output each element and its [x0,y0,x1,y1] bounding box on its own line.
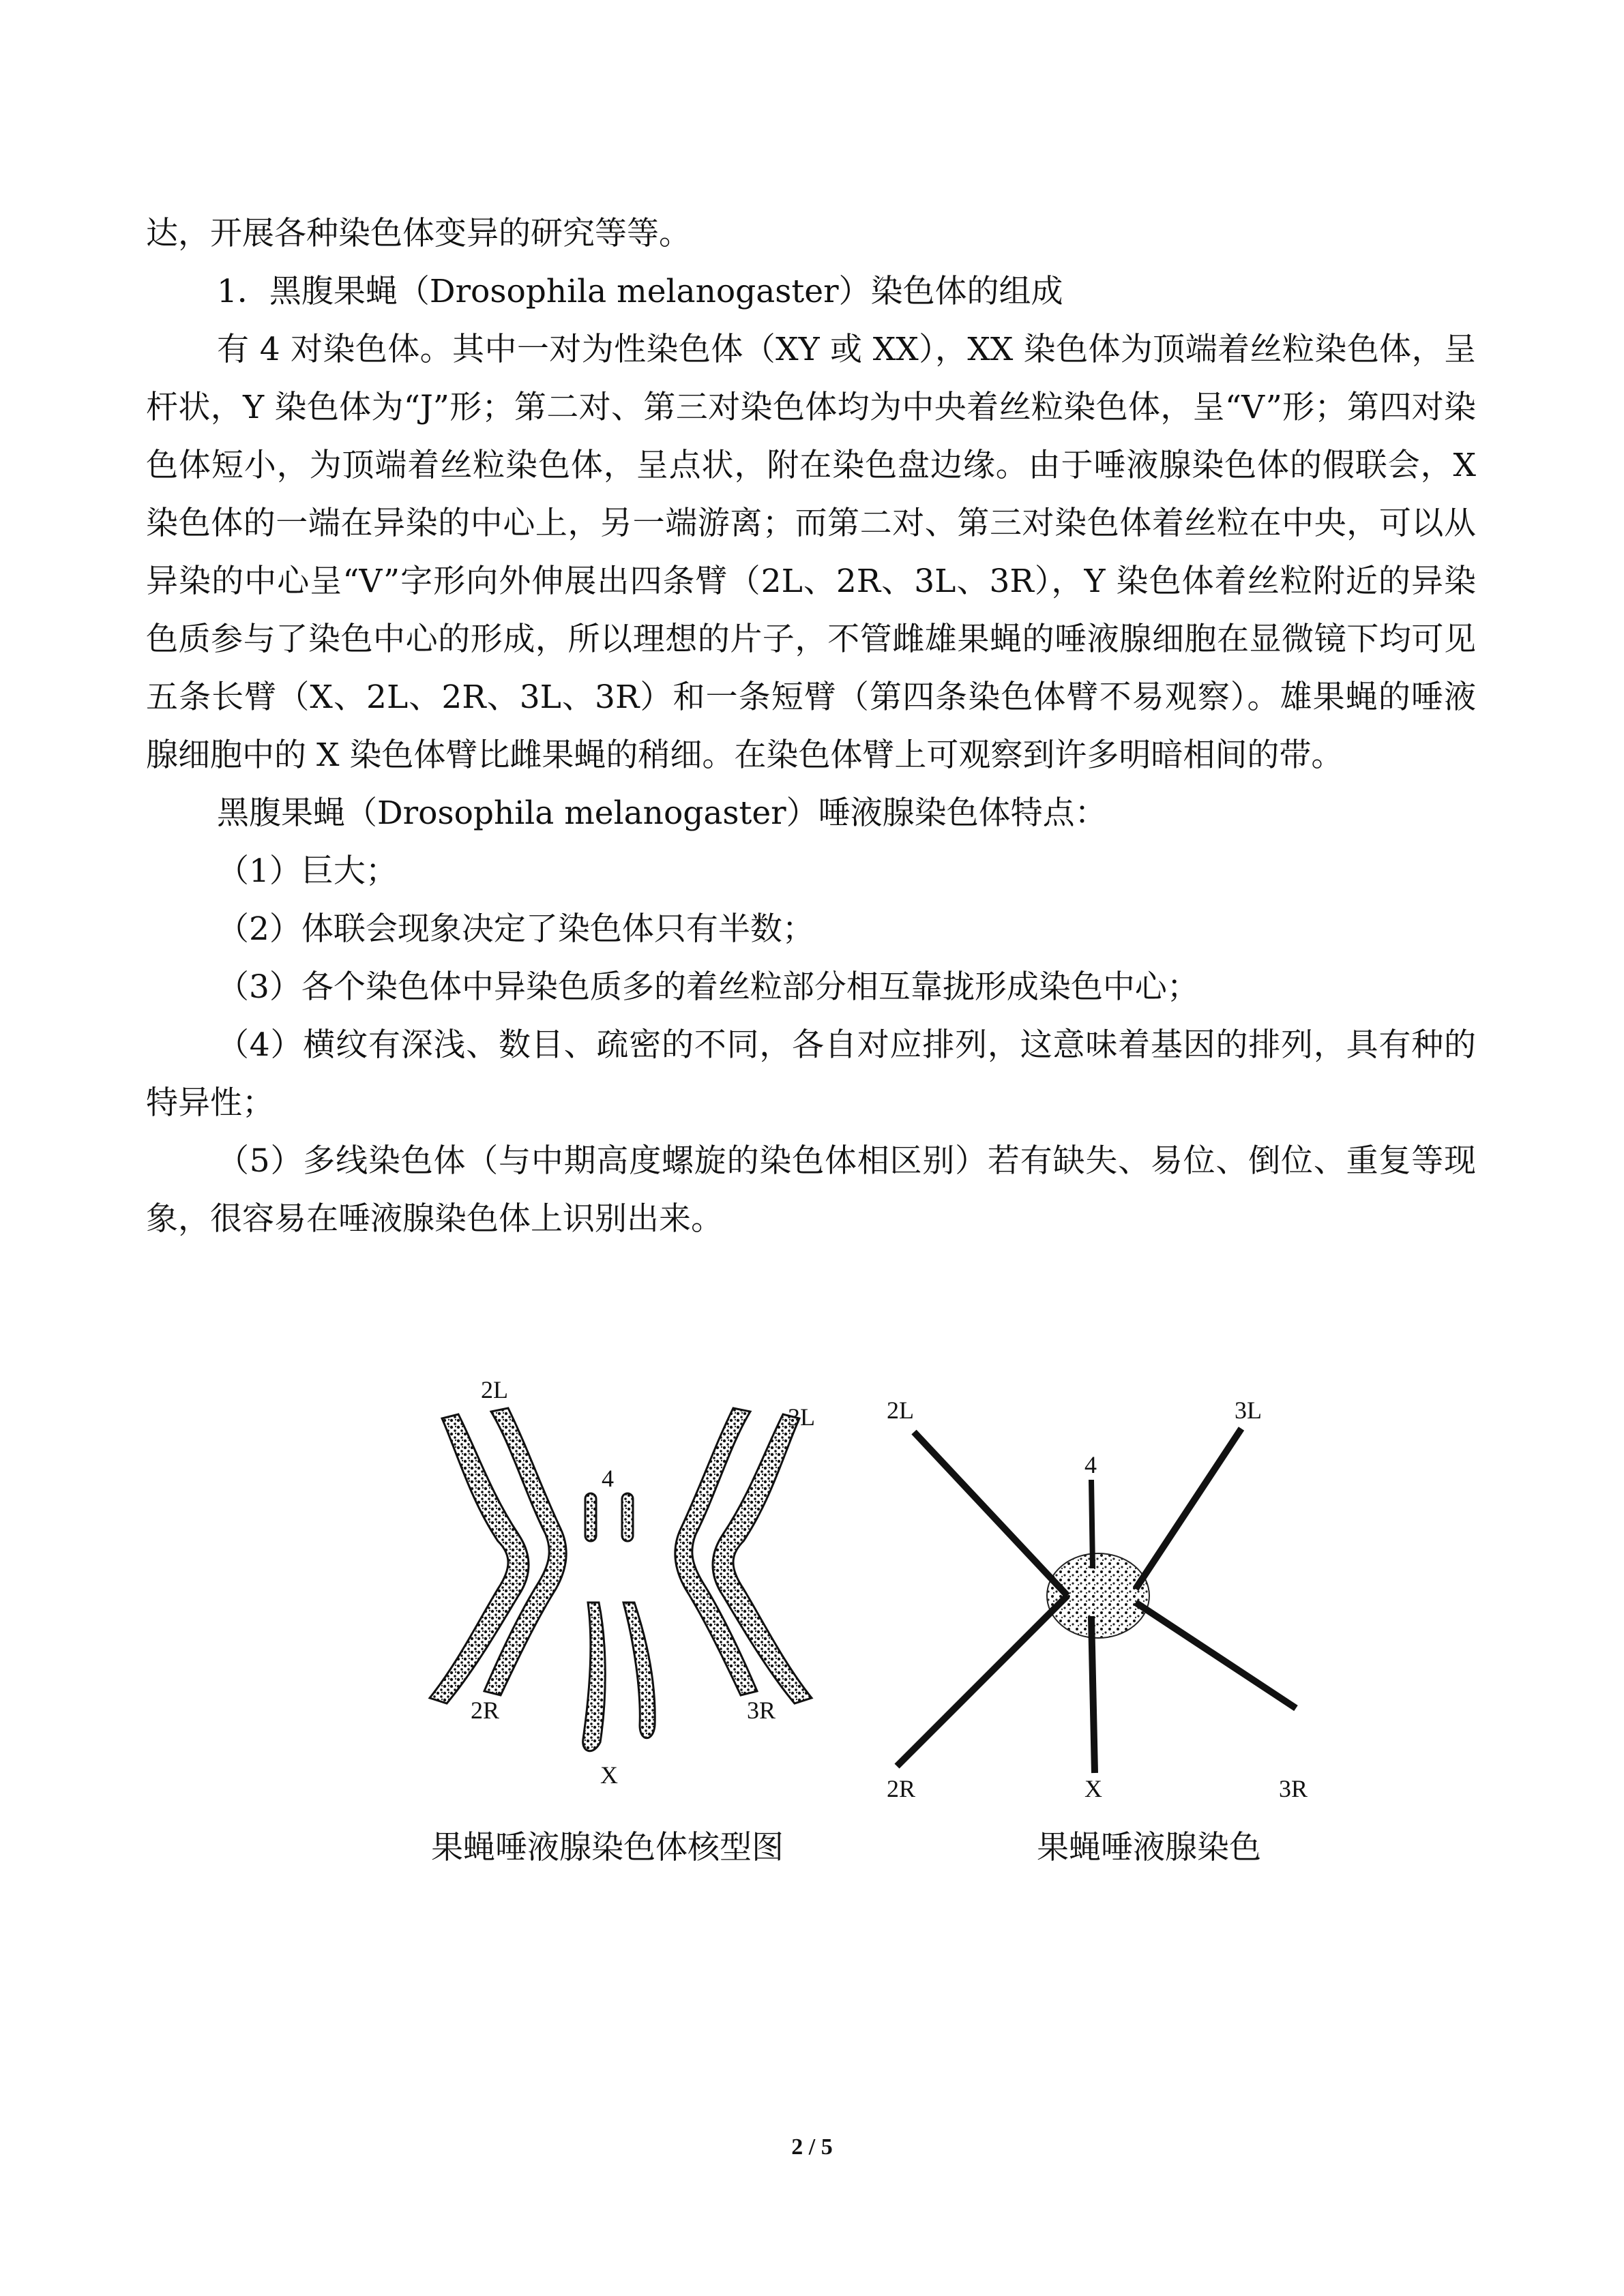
page-number: 2 / 5 [791,2134,833,2160]
label-2R: 2R [887,1775,916,1800]
label-X: X [600,1761,618,1789]
label-2R: 2R [471,1697,500,1724]
karyotype-figure [409,1371,832,1793]
feature-item-4: （4）横纹有深浅、数目、疏密的不同，各自对应排列，这意味着基因的排列，具有种的特异性； [146,1026,1476,1122]
chromocenter-caption: 果蝇唾液腺染色 [1037,1829,1261,1866]
karyotype-caption: 果蝇唾液腺染色体核型图 [431,1829,784,1866]
label-X: X [1084,1775,1102,1800]
label-3R: 3R [1279,1775,1308,1800]
label-2L: 2L [887,1398,914,1424]
feature-item-1: （1）巨大； [217,852,398,890]
label-3L: 3L [1235,1398,1262,1424]
feature-item-5: （5）多线染色体（与中期高度螺旋的染色体相区别）若有缺失、易位、倒位、重复等现象，很容易在唾液腺染色体上识别出来。 [146,1142,1476,1238]
feature-item-3: （3）各个染色体中异染色质多的着丝粒部分相互靠拢形成染色中心； [217,968,1199,1006]
feature-item-2: （2）体联会现象决定了染色体只有半数； [217,910,814,948]
paragraph-composition: 有 4 对染色体。其中一对为性染色体（XY 或 XX），XX 染色体为顶端着丝粒染色体，呈杆状，Y 染色体为“J”形；第二对、第三对染色体均为中央着丝粒染色体，呈“V”形；第四对染色体短小，为顶端着丝粒染色体，呈点状，附在染色盘边缘。由于唾液腺染色体的假联会，X 染色体的一端在异染的中心上，另一端游离；而第二对、第三对染色体着丝粒在中央，可以从异染的中心呈“V”字形向外伸展出四条臂（2L、2R、3L、3R），Y 染色体着丝粒附近的异染色质参与了染色中心的形成，所以理想的片子，不管雌雄果蝇的唾液腺细胞在显微镜下均可见五条长臂（X、2L、2R、3L、3R）和一条短臂（第四条染色体臂不易观察）。雄果蝇的唾液腺细胞中的 X 染色体臂比雌果蝇的稍细。在染色体臂上可观察到许多明暗相间的带。 [146,331,1476,774]
label-4: 4 [1084,1451,1097,1478]
label-3L: 3L [788,1403,815,1431]
figures-row [409,1371,1350,1875]
body-text [146,205,1476,1248]
chromocenter-figure [887,1398,1350,1800]
section-heading: 1．黑腹果蝇（Drosophila melanogaster）染色体的组成 [217,273,1063,310]
paragraph-1: 达，开展各种染色体变异的研究等等。 [146,215,691,252]
label-3R: 3R [747,1697,776,1724]
chromocenter-drawing [887,1398,1350,1800]
paragraph-features-intro: 黑腹果蝇（Drosophila melanogaster）唾液腺染色体特点： [217,794,1107,832]
karyotype-drawing [409,1371,832,1793]
label-4: 4 [602,1465,614,1492]
label-2L: 2L [481,1376,508,1403]
